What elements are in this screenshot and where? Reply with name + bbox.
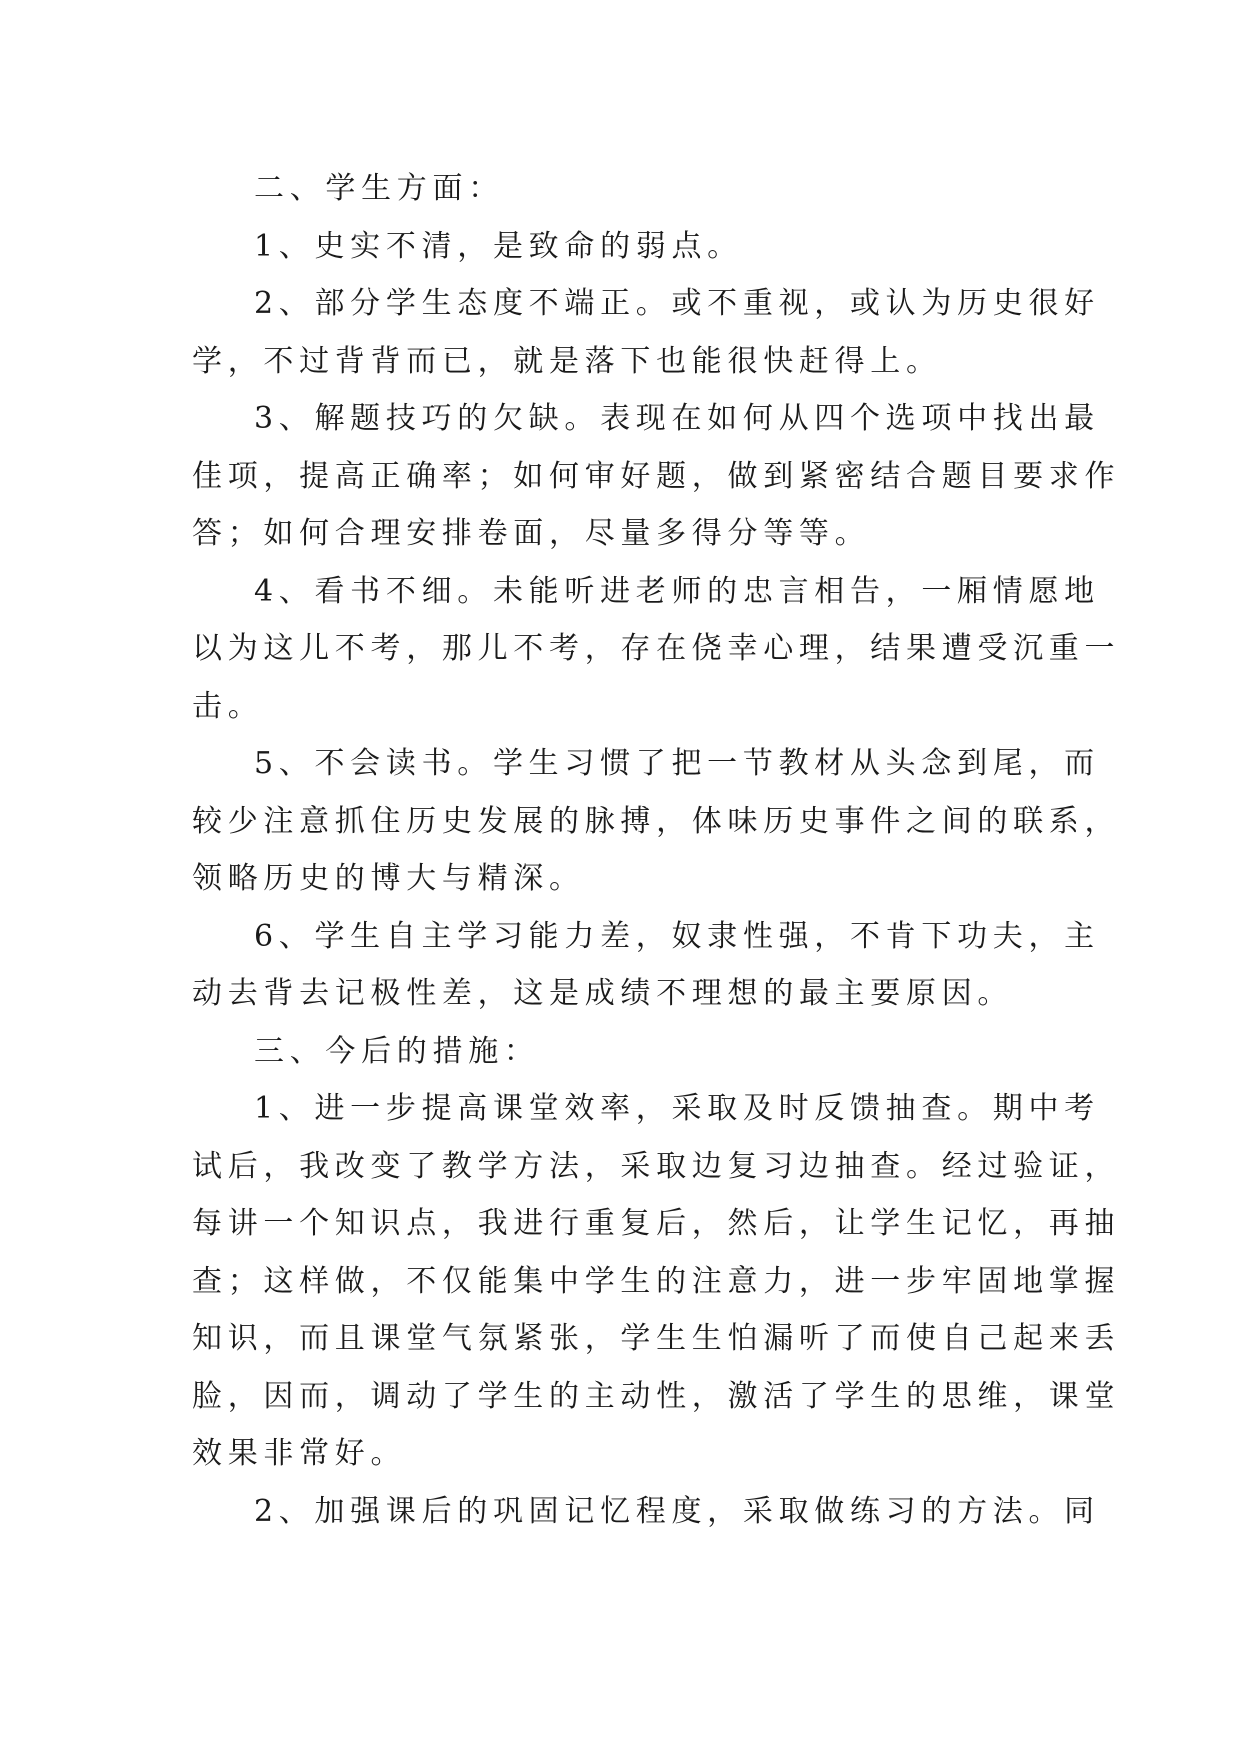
document-body xyxy=(192,160,1121,1540)
text-line: 学，不过背背而已，就是落下也能很快赶得上。 xyxy=(192,343,942,379)
text-line: 4、看书不细。未能听进老师的忠言相告，一厢情愿地 xyxy=(254,573,1100,609)
text-line: 5、不会读书。学生习惯了把一节教材从头念到尾，而 xyxy=(254,746,1100,781)
text-line: 领略历史的博大与精深。 xyxy=(192,861,585,896)
text-line: 答；如何合理安排卷面，尽量多得分等等。 xyxy=(192,516,871,551)
text-line: 试后，我改变了教学方法，采取边复习边抽查。经过验证， xyxy=(192,1148,1121,1184)
text-line: 6、学生自主学习能力差，奴隶性强，不肯下功夫，主 xyxy=(254,918,1100,954)
text-line: 以为这儿不考，那儿不考，存在侥幸心理，结果遭受沉重一 xyxy=(192,631,1121,666)
text-line: 1、进一步提高课堂效率，采取及时反馈抽查。期中考 xyxy=(254,1091,1100,1126)
text-line: 2、加强课后的巩固记忆程度，采取做练习的方法。同 xyxy=(254,1493,1100,1529)
text-line: 较少注意抓住历史发展的脉搏，体味历史事件之间的联系， xyxy=(192,803,1121,839)
text-line: 1、史实不清，是致命的弱点。 xyxy=(254,228,743,264)
text-line: 知识，而且课堂气氛紧张，学生生怕漏听了而使自己起来丢 xyxy=(192,1321,1121,1356)
text-line: 查；这样做，不仅能集中学生的注意力，进一步牢固地掌握 xyxy=(192,1263,1121,1299)
text-line: 动去背去记极性差，这是成绩不理想的最主要原因。 xyxy=(192,976,1014,1011)
text-line: 二、学生方面： xyxy=(254,171,504,206)
text-line: 脸，因而，调动了学生的主动性，激活了学生的思维，课堂 xyxy=(192,1378,1121,1414)
text-line: 2、部分学生态度不端正。或不重视，或认为历史很好 xyxy=(254,286,1100,321)
text-line: 佳项，提高正确率；如何审好题，做到紧密结合题目要求作 xyxy=(192,458,1121,494)
text-line: 3、解题技巧的欠缺。表现在如何从四个选项中找出最 xyxy=(254,401,1100,436)
text-line: 每讲一个知识点，我进行重复后，然后，让学生记忆，再抽 xyxy=(192,1206,1121,1241)
text-line: 三、今后的措施： xyxy=(254,1033,540,1069)
text-line: 击。 xyxy=(192,688,264,724)
text-line: 效果非常好。 xyxy=(192,1436,407,1471)
